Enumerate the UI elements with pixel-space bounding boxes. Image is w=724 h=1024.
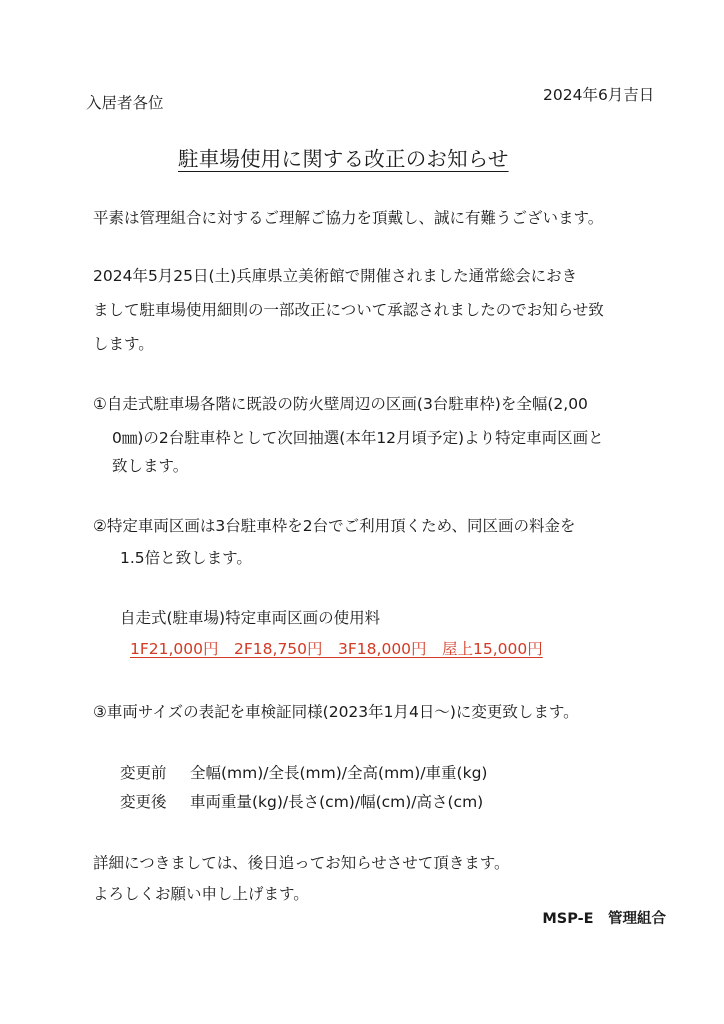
recipient-line: 入居者各位 — [86, 94, 164, 112]
item2-line-2: 1.5倍と致します。 — [120, 549, 252, 567]
intro-line-3: します。 — [93, 335, 154, 353]
intro-line-1: 2024年5月25日(土)兵庫県立美術館で開催されました通常総会におき — [93, 267, 578, 285]
item1-line-2: 0㎜)の2台駐車枠として次回抽選(本年12月頃予定)より特定車両区画と — [112, 429, 604, 447]
size-before-value: 全幅(mm)/全長(mm)/全高(mm)/車重(kg) — [190, 764, 488, 782]
greeting-paragraph: 平素は管理組合に対するご理解ご協力を頂戴し、誠に有難うございます。 — [93, 209, 604, 227]
document-title: 駐車場使用に関する改正のお知らせ — [178, 147, 509, 171]
closing-line-2: よろしくお願い申し上げます。 — [93, 885, 309, 903]
closing-line-1: 詳細につきましては、後日追ってお知らせさせて頂きます。 — [93, 854, 510, 872]
fee-rates: 1F21,000円 2F18,750円 3F18,000円 屋上15,000円 — [130, 640, 543, 658]
item2-line-1: ②特定車両区画は3台駐車枠を2台でご利用頂くため、同区画の料金を — [93, 517, 576, 535]
size-after-value: 車両重量(kg)/長さ(cm)/幅(cm)/高さ(cm) — [190, 793, 484, 811]
document-date: 2024年6月吉日 — [543, 86, 655, 104]
item1-line-1: ①自走式駐車場各階に既設の防火壁周辺の区画(3台駐車枠)を全幅(2,00 — [93, 395, 588, 413]
size-after-label: 変更後 — [120, 793, 167, 811]
fee-heading: 自走式(駐車場)特定車両区画の使用料 — [120, 609, 381, 627]
size-before-label: 変更前 — [120, 764, 167, 782]
item1-line-3: 致します。 — [112, 457, 189, 475]
item3-line: ③車両サイズの表記を車検証同様(2023年1月4日～)に変更致します。 — [93, 703, 579, 721]
intro-line-2: まして駐車場使用細則の一部改正について承認されましたのでお知らせ致 — [93, 301, 604, 319]
organization-signature: MSP-E 管理組合 — [542, 911, 666, 927]
